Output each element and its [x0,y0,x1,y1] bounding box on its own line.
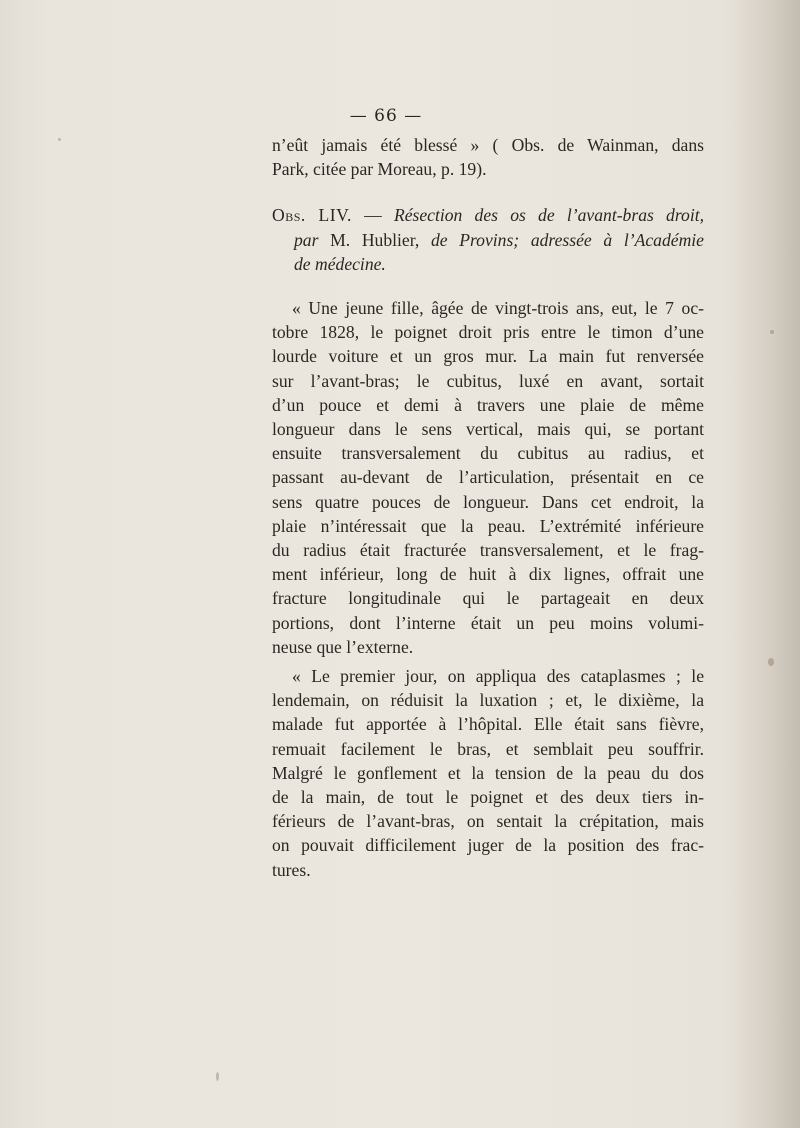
foxing-spot [770,330,774,334]
page-number: — 66 — [349,106,423,126]
foxing-spot [768,658,774,666]
paragraph-line: tobre 1828, le poignet droit pris entre le timon d’une [272,322,704,343]
paragraph-line: neuse que l’externe. [272,636,414,657]
observation-heading [272,203,704,276]
observation-label: Obs. LIV. [272,205,352,226]
paragraph-line: du radius était fracturée transversalement, et le frag- [272,540,704,561]
paragraph-line: on pouvait difficilement juger de la position des frac- [272,835,704,856]
paragraph-line: « Le premier jour, on appliqua des cataplasmes ; le [292,666,704,687]
page-text [272,133,704,882]
paragraph-line: « Une jeune fille, âgée de vingt-trois ans, eut, le 7 oc- [292,298,704,319]
observation-title-end: de médecine. [294,253,386,274]
paragraph-line: sens quatre pouces de longueur. Dans cet endroit, la [272,491,704,512]
paragraph-line: remuait facilement le bras, et semblait peu souffrir. [272,738,704,759]
observation-title-cont: de Provins; adressée à l’Académie [430,229,704,250]
heading-par: par [294,229,319,250]
paragraph-line: d’un pouce et demi à travers une plaie de même [272,394,704,415]
paragraph-line: fracture longitudinale qui le partageait en deux [272,588,704,609]
paragraph-line: tures. [272,859,311,880]
paragraph-line: Malgré le gonflement et la tension de la peau du dos [272,762,704,783]
paragraph-line: passant au-devant de l’articulation, présentait en ce [272,467,704,488]
paragraph-2 [272,664,704,882]
paragraph-1 [272,296,704,659]
observation-title: Résection des os de l’avant-bras droit, [393,205,705,226]
paragraph-line: ensuite transversalement du cubitus au radius, et [272,443,704,464]
foxing-spot [216,1072,219,1081]
paragraph-line: portions, dont l’interne était un peu moins volumi- [272,612,704,633]
heading-dash: — [351,205,394,226]
page-edge-shadow [730,0,800,1128]
paragraph-line: plaie n’intéressait que la peau. L’extrémité inférieure [272,515,704,536]
paragraph-line: lourde voiture et un gros mur. La main fut renversée [272,346,704,367]
paragraph-line: longueur dans le sens vertical, mais qui, se portant [272,419,704,440]
paragraph-line: malade fut apportée à l’hôpital. Elle était sans fièvre, [272,714,704,735]
paragraph-line: ment inférieur, long de huit à dix lignes, offrait une [272,564,704,585]
foxing-spot [58,138,61,141]
continuation-line: Park, citée par Moreau, p. 19). [272,159,487,180]
paragraph-line: férieurs de l’avant-bras, on sentait la crépitation, mais [272,811,704,832]
observation-author: M. Hublier, [318,229,431,250]
paragraph-line: sur l’avant-bras; le cubitus, luxé en avant, sortait [272,370,704,391]
paragraph-line: lendemain, on réduisit la luxation ; et, le dixième, la [272,690,704,711]
paragraph-line: de la main, de tout le poignet et des deux tiers in- [272,787,704,808]
continuation-line: n’eût jamais été blessé » ( Obs. de Wainman, dans [272,135,704,155]
